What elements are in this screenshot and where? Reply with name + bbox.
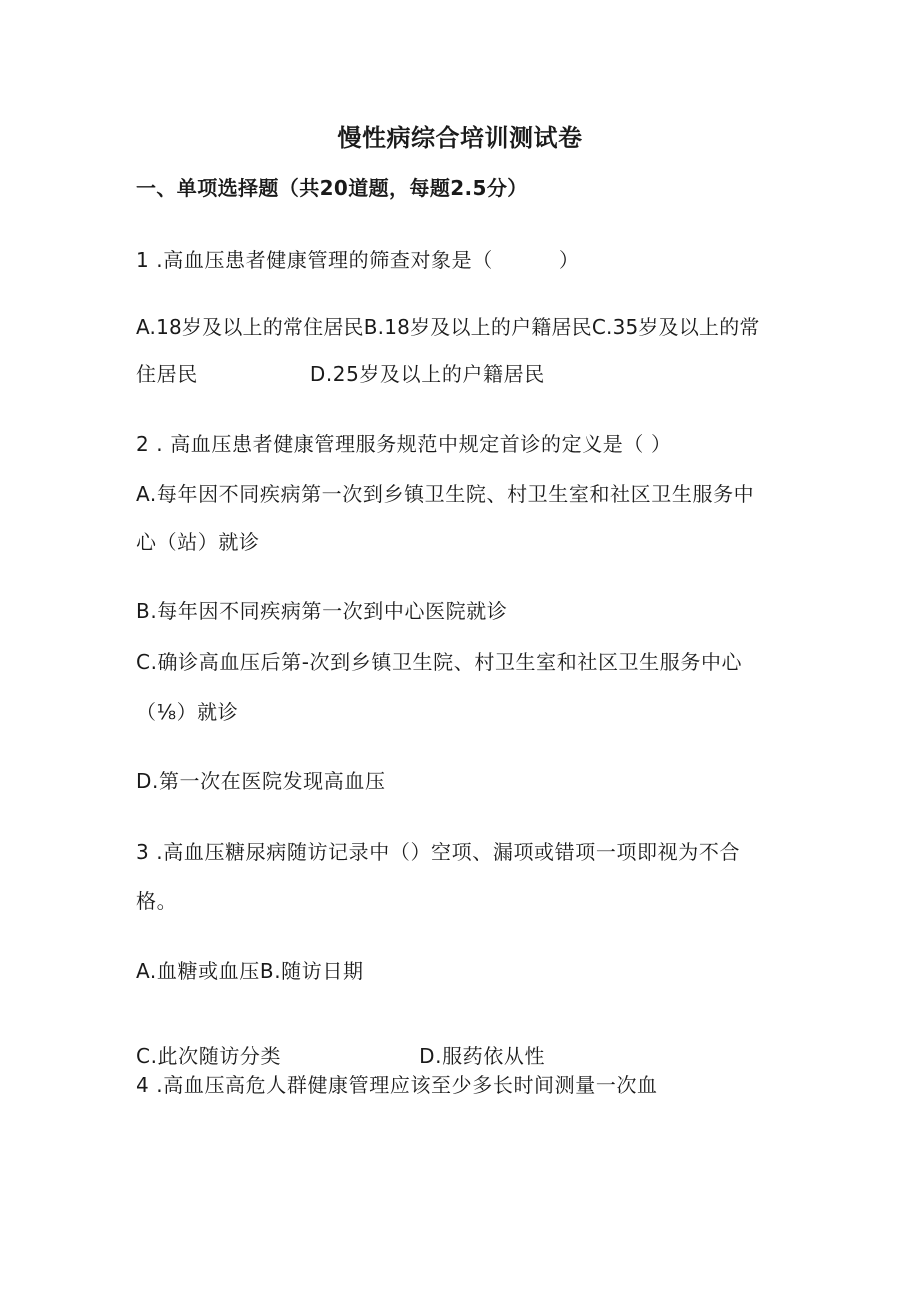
question-2-option-c-line-2: （⅛）就诊: [136, 700, 239, 724]
question-1-stem: [136, 250, 579, 270]
question-4-stem: 4 .高血压高危人群健康管理应该至少多长时间测量一次血: [136, 1073, 658, 1097]
question-1-options-line-2: [136, 364, 545, 384]
question-3-option-c: C.此次随访分类: [136, 1044, 282, 1068]
question-3-stem-line-2: 格。: [136, 889, 178, 913]
question-1-options-line-1: A.18岁及以上的常住居民B.18岁及以上的户籍居民C.35岁及以上的常: [136, 315, 760, 339]
question-1-option-c-continued: 住居民: [136, 362, 198, 386]
question-2-option-d: D.第一次在医院发现高血压: [136, 769, 386, 793]
question-2-option-c-line-1: C.确诊高血压后第-次到乡镇卫生院、村卫生室和社区卫生服务中心: [136, 650, 743, 674]
question-3-options-a-b: A.血糖或血压B.随访日期: [136, 959, 364, 983]
question-1-option-d: D.25岁及以上的户籍居民: [309, 362, 545, 386]
section-heading: 一、单项选择题（共20道题，每题2.5分）: [136, 176, 528, 200]
question-1-stem-text: 1 .高血压患者健康管理的筛查对象是（: [136, 248, 493, 272]
question-3-options-c-d: [136, 1046, 545, 1066]
question-2-stem: 2 . 高血压患者健康管理服务规范中规定首诊的定义是（ ）: [136, 432, 672, 456]
question-3-stem-line-1: 3 .高血压糖尿病随访记录中（）空项、漏项或错项一项即视为不合: [136, 840, 741, 864]
document-title: 慢性病综合培训测试卷: [337, 124, 583, 152]
question-2-option-a-line-1: A.每年因不同疾病第一次到乡镇卫生院、村卫生室和社区卫生服务中: [136, 482, 755, 506]
question-2-option-a-line-2: 心（站）就诊: [136, 530, 260, 554]
question-1-stem-end: ）: [558, 248, 580, 272]
question-3-option-d: D.服药依从性: [419, 1044, 546, 1068]
question-2-option-b: B.每年因不同疾病第一次到中心医院就诊: [136, 599, 508, 623]
